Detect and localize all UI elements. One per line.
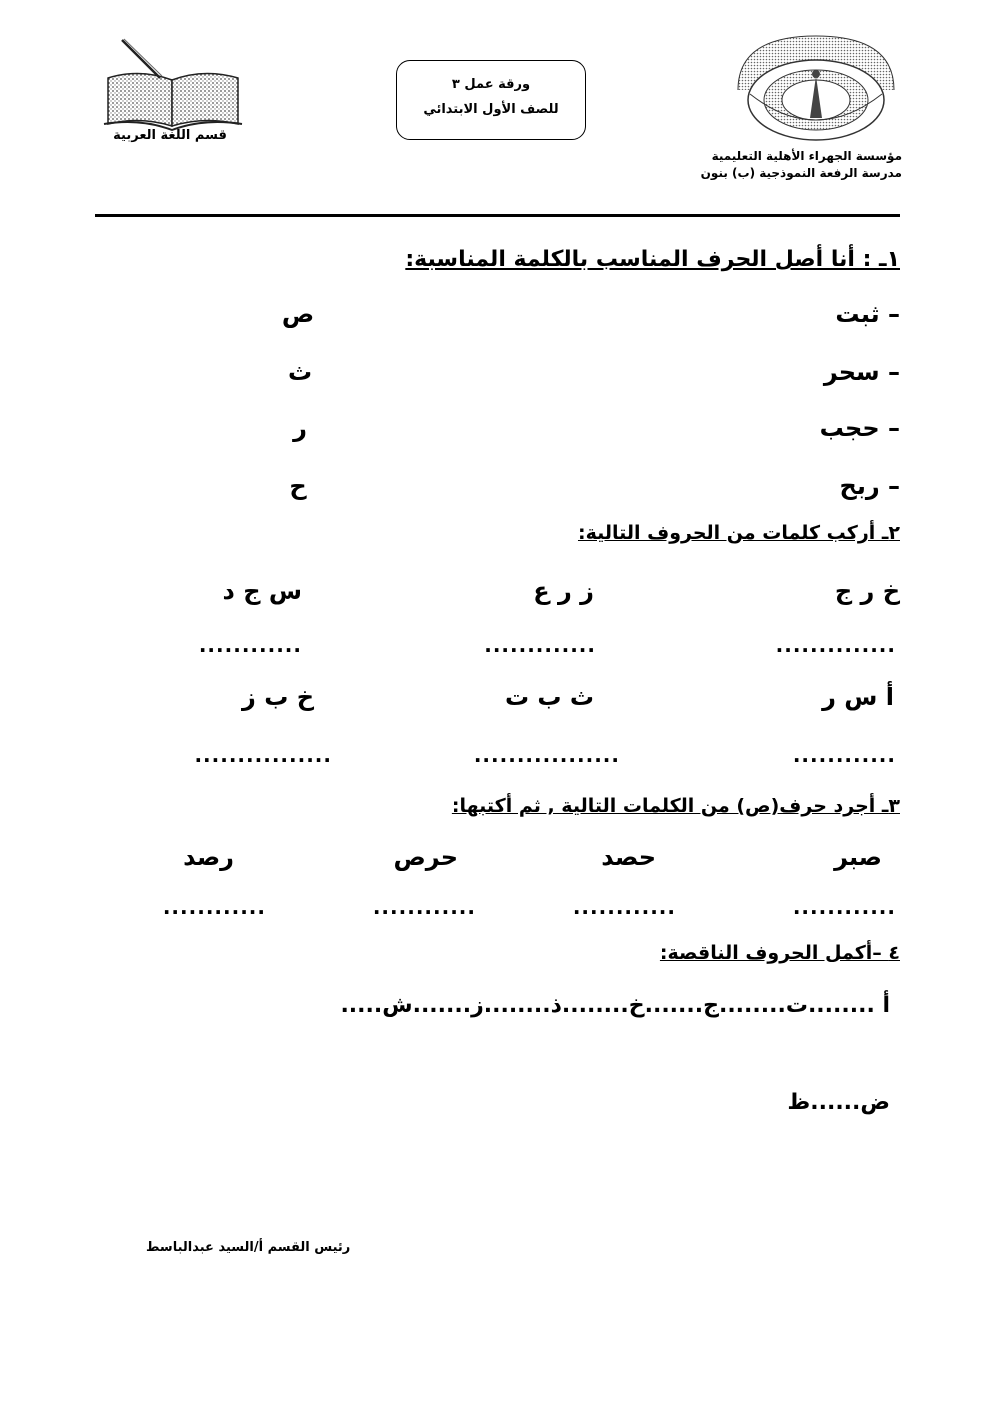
q2-answer-3[interactable]: ............ (198, 633, 302, 657)
q2-answer-4[interactable]: ............ (792, 743, 896, 767)
open-book-icon (100, 38, 250, 133)
school-seal (726, 28, 906, 146)
worksheet-title: ورقة عمل ٣ (451, 77, 531, 92)
q1-heading: ١ـ : أنا أصل الحرف المناسب بالكلمة المناسبة: (405, 247, 900, 272)
q2-answer-2[interactable]: ............. (484, 633, 596, 657)
header-divider (95, 214, 900, 217)
q3-word-2: حصد (601, 843, 656, 871)
q3-answer-4[interactable]: ............ (162, 895, 266, 919)
institution-name: مؤسسة الجهراء الأهلية التعليمية (711, 149, 902, 163)
q2-group-5: ث ب ت (504, 683, 594, 711)
q4-line-2[interactable]: ض......ظ (787, 1090, 890, 1115)
q2-group-3: س ج د (222, 577, 302, 605)
worksheet-title-box (396, 60, 586, 140)
q1-word-1: – ثبت (835, 300, 900, 328)
q2-group-1: خ ر ج (834, 577, 900, 605)
q1-word-2: – سحر (823, 358, 900, 386)
q2-group-2: ز ر ع (533, 577, 594, 605)
school-seal-icon (726, 28, 906, 146)
q3-word-1: صبر (834, 843, 882, 871)
q3-word-4: رصد (183, 843, 234, 871)
school-name: مدرسة الرفعة النموذجية (ب) بنون (700, 166, 902, 180)
q1-word-3: – حجب (819, 414, 900, 442)
q2-heading: ٢ـ أركب كلمات من الحروف التالية: (577, 522, 900, 544)
q2-answer-6[interactable]: ................ (194, 743, 332, 767)
q3-answer-2[interactable]: ............ (572, 895, 676, 919)
q3-heading: ٣ـ أجرد حرف(ص) من الكلمات التالية , ثم أكتبها: (451, 795, 900, 817)
q1-letter-3: ر (293, 414, 307, 442)
q1-word-4: – ربح (839, 472, 900, 500)
q4-line-1[interactable]: أ ........ت........ج.......خ........ذ........ز.......ش..... (340, 993, 890, 1018)
department-head-signature: رئيس القسم أ/السيد عبدالباسط (146, 1240, 351, 1255)
book-logo (100, 38, 250, 133)
q2-group-4: أ س ر (822, 683, 894, 711)
q3-word-3: حرص (393, 843, 458, 871)
q3-answer-1[interactable]: ............ (792, 895, 896, 919)
q1-letter-4: ح (289, 472, 307, 500)
q1-letter-2: ث (287, 358, 313, 386)
department-label: قسم اللغة العربية (113, 128, 227, 143)
q2-group-6: خ ب ز (242, 683, 314, 711)
q2-answer-5[interactable]: ................. (473, 743, 620, 767)
school-info (682, 148, 902, 182)
q2-answer-1[interactable]: .............. (775, 633, 896, 657)
q4-heading: ٤ –أكمل الحروف الناقصة: (659, 942, 900, 964)
q1-letter-1: ص (281, 300, 315, 328)
grade-label: للصف الأول الابتدائي (423, 102, 559, 117)
q3-answer-3[interactable]: ............ (372, 895, 476, 919)
